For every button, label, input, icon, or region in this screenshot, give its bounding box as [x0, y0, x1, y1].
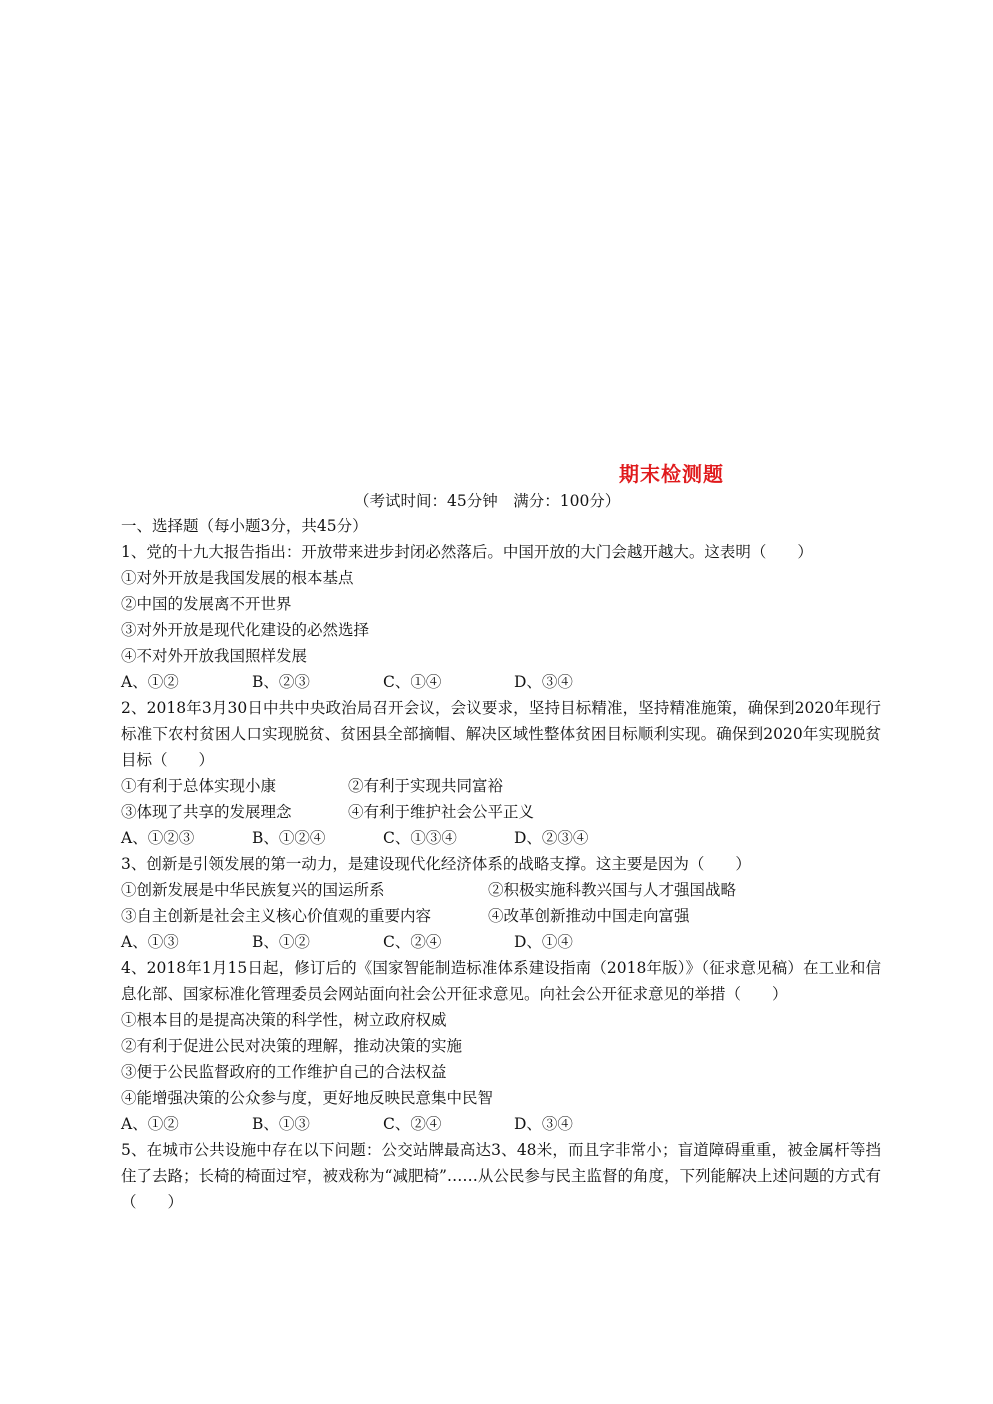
question-2-item: ③体现了共享的发展理念 [121, 803, 292, 821]
question-3-stem: 3、创新是引领发展的第一动力，是建设现代化经济体系的战略支撑。这主要是因为（ ） [121, 855, 751, 873]
question-1-item: ②中国的发展离不开世界 [121, 595, 292, 613]
question-3-item: ③自主创新是社会主义核心价值观的重要内容 [121, 907, 432, 925]
option-c: C、①④ [383, 673, 442, 691]
option-b: B、①② [252, 933, 310, 951]
option-c: C、①③④ [383, 829, 457, 847]
question-4-item: ④能增强决策的公众参与度，更好地反映民意集中民智 [121, 1089, 494, 1107]
option-b: B、①③ [252, 1115, 310, 1133]
question-2-items-row [121, 799, 881, 825]
question-4-stem: 4、2018年1月15日起，修订后的《国家智能制造标准体系建设指南（2018年版）》（征求意见稿）在工业和信息化部、国家标准化管理委员会网站面向社会公开征求意见。向社会公开征求意见的举措（ ） [121, 959, 881, 1003]
page-title: 期末检测题 [619, 462, 724, 486]
question-3-options [121, 929, 881, 955]
option-a: A、①②③ [121, 829, 195, 847]
question-3-item: ②积极实施科教兴国与人才强国战略 [488, 881, 737, 899]
question-3-items-row [121, 877, 881, 903]
section-heading: 一、选择题（每小题3分，共45分） [121, 517, 368, 535]
question-4-options [121, 1111, 881, 1137]
option-d: D、①④ [514, 933, 573, 951]
option-d: D、③④ [514, 673, 573, 691]
question-5-stem: 5、在城市公共设施中存在以下问题：公交站牌最高达3、48米，而且字非常小；盲道障碍重重，被金属杆等挡住了去路；长椅的椅面过窄，被戏称为“减肥椅”……从公民参与民主监督的角度，下列能解决上述问题的方式有（ ） [121, 1141, 881, 1211]
option-a: A、①② [121, 673, 179, 691]
exam-info: （考试时间：45分钟 满分：100分） [354, 492, 621, 510]
question-1-stem: 1、党的十九大报告指出：开放带来进步封闭必然落后。中国开放的大门会越开越大。这表明（ ） [121, 543, 813, 561]
question-2-item: ④有利于维护社会公平正义 [348, 803, 535, 821]
question-2-options [121, 825, 881, 851]
option-d: D、③④ [514, 1115, 573, 1133]
question-2-stem: 2、2018年3月30日中共中央政治局召开会议，会议要求，坚持目标精准，坚持精准施策，确保到2020年现行标准下农村贫困人口实现脱贫、贫困县全部摘帽、解决区域性整体贫困目标顺利实现。确保到2020年实现脱贫目标（ ） [121, 699, 881, 769]
question-3-item: ①创新发展是中华民族复兴的国运所系 [121, 881, 385, 899]
option-a: A、①② [121, 1115, 179, 1133]
question-4-item: ③便于公民监督政府的工作维护自己的合法权益 [121, 1063, 447, 1081]
option-d: D、②③④ [514, 829, 589, 847]
question-3-item: ④改革创新推动中国走向富强 [488, 907, 690, 925]
question-2-item: ②有利于实现共同富裕 [348, 777, 504, 795]
question-2-items-row [121, 773, 881, 799]
question-1-item: ③对外开放是现代化建设的必然选择 [121, 621, 370, 639]
option-a: A、①③ [121, 933, 179, 951]
question-3-items-row [121, 903, 881, 929]
question-2-item: ①有利于总体实现小康 [121, 777, 277, 795]
option-c: C、②④ [383, 1115, 442, 1133]
question-1-options [121, 669, 881, 695]
question-1-item: ①对外开放是我国发展的根本基点 [121, 569, 354, 587]
option-b: B、②③ [252, 673, 310, 691]
option-b: B、①②④ [252, 829, 326, 847]
question-1-item: ④不对外开放我国照样发展 [121, 647, 308, 665]
exam-content [121, 513, 881, 1215]
option-c: C、②④ [383, 933, 442, 951]
question-4-item: ①根本目的是提高决策的科学性，树立政府权威 [121, 1011, 447, 1029]
question-4-item: ②有利于促进公民对决策的理解，推动决策的实施 [121, 1037, 463, 1055]
